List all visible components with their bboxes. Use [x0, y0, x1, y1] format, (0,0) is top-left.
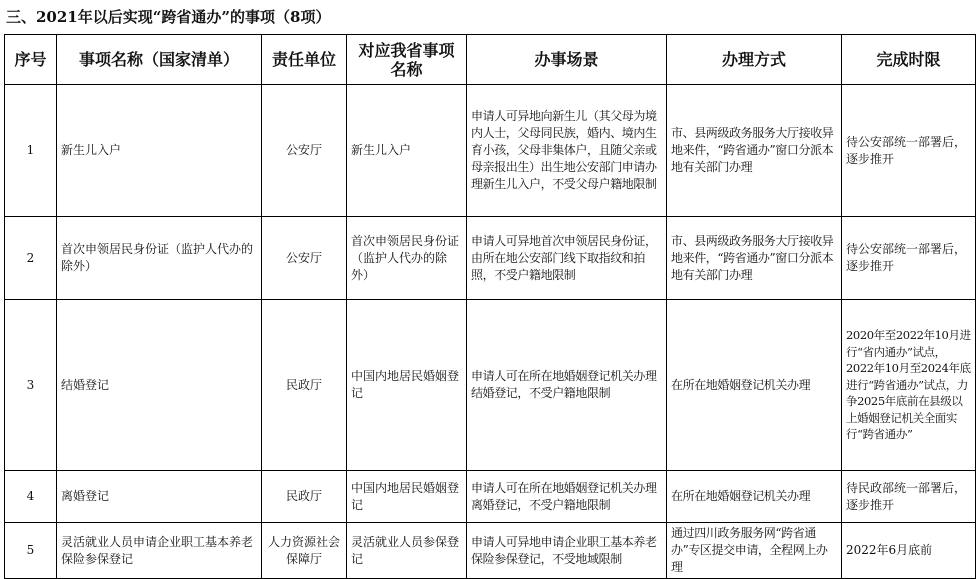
row-scene: 申请人可异地向新生儿（其父母为境内人士，父母同民族，婚内、境内生育小孩，父母非集体户，且随父亲或母亲报出生）出生地公安部门申请办理新生儿入户，不受父母户籍地限制 — [467, 85, 667, 217]
table-row — [5, 300, 976, 471]
row-name: 结婚登记 — [57, 300, 262, 471]
row-unit: 公安厅 — [262, 217, 347, 300]
row-method: 市、县两级政务服务大厅接收异地来件，“跨省通办”窗口分派本地有关部门办理 — [667, 85, 842, 217]
row-deadline: 待公安部统一部署后，逐步推开 — [842, 85, 976, 217]
table-row — [5, 523, 976, 579]
row-seq: 5 — [5, 523, 57, 579]
row-scene: 申请人可异地首次申领居民身份证，由所在地公安部门线下取指纹和拍照，不受户籍地限制 — [467, 217, 667, 300]
row-deadline: 2022年6月底前 — [842, 523, 976, 579]
header-row — [5, 35, 976, 85]
row-method: 通过四川政务服务网“跨省通办”专区提交申请，全程网上办理 — [667, 523, 842, 579]
row-seq: 3 — [5, 300, 57, 471]
header-province-name: 对应我省事项名称 — [347, 35, 467, 85]
header-scene: 办事场景 — [467, 35, 667, 85]
row-seq: 1 — [5, 85, 57, 217]
row-deadline: 待民政部统一部署后，逐步推开 — [842, 471, 976, 523]
row-method: 在所在地婚姻登记机关办理 — [667, 471, 842, 523]
row-unit: 人力资源社会保障厅 — [262, 523, 347, 579]
row-deadline: 2020年至2022年10月进行“省内通办”试点，2022年10月至2024年底进行“跨省通办”试点，力争2025年底前在县级以上婚姻登记机关全面实行“跨省通办” — [842, 300, 976, 471]
row-scene: 申请人可在所在地婚姻登记机关办理结婚登记，不受户籍地限制 — [467, 300, 667, 471]
row-province-name: 新生儿入户 — [347, 85, 467, 217]
table-row — [5, 85, 976, 217]
row-name: 新生儿入户 — [57, 85, 262, 217]
header-deadline: 完成时限 — [842, 35, 976, 85]
row-method: 在所在地婚姻登记机关办理 — [667, 300, 842, 471]
matters-table — [4, 34, 976, 579]
row-unit: 民政厅 — [262, 471, 347, 523]
row-scene: 申请人可在所在地婚姻登记机关办理离婚登记，不受户籍地限制 — [467, 471, 667, 523]
row-scene: 申请人可异地申请企业职工基本养老保险参保登记，不受地域限制 — [467, 523, 667, 579]
row-province-name: 首次申领居民身份证（监护人代办的除外） — [347, 217, 467, 300]
row-method: 市、县两级政务服务大厅接收异地来件，“跨省通办”窗口分派本地有关部门办理 — [667, 217, 842, 300]
row-name: 离婚登记 — [57, 471, 262, 523]
header-seq: 序号 — [5, 35, 57, 85]
row-deadline: 待公安部统一部署后，逐步推开 — [842, 217, 976, 300]
header-method: 办理方式 — [667, 35, 842, 85]
row-unit: 民政厅 — [262, 300, 347, 471]
header-unit: 责任单位 — [262, 35, 347, 85]
row-name: 灵活就业人员申请企业职工基本养老保险参保登记 — [57, 523, 262, 579]
row-name: 首次申领居民身份证（监护人代办的除外） — [57, 217, 262, 300]
table-row — [5, 217, 976, 300]
row-seq: 4 — [5, 471, 57, 523]
header-name: 事项名称（国家清单） — [57, 35, 262, 85]
row-unit: 公安厅 — [262, 85, 347, 217]
section-title: 三、2021年以后实现“跨省通办”的事项（8项） — [6, 8, 331, 26]
row-seq: 2 — [5, 217, 57, 300]
row-province-name: 灵活就业人员参保登记 — [347, 523, 467, 579]
table-row — [5, 471, 976, 523]
row-province-name: 中国内地居民婚姻登记 — [347, 471, 467, 523]
row-province-name: 中国内地居民婚姻登记 — [347, 300, 467, 471]
